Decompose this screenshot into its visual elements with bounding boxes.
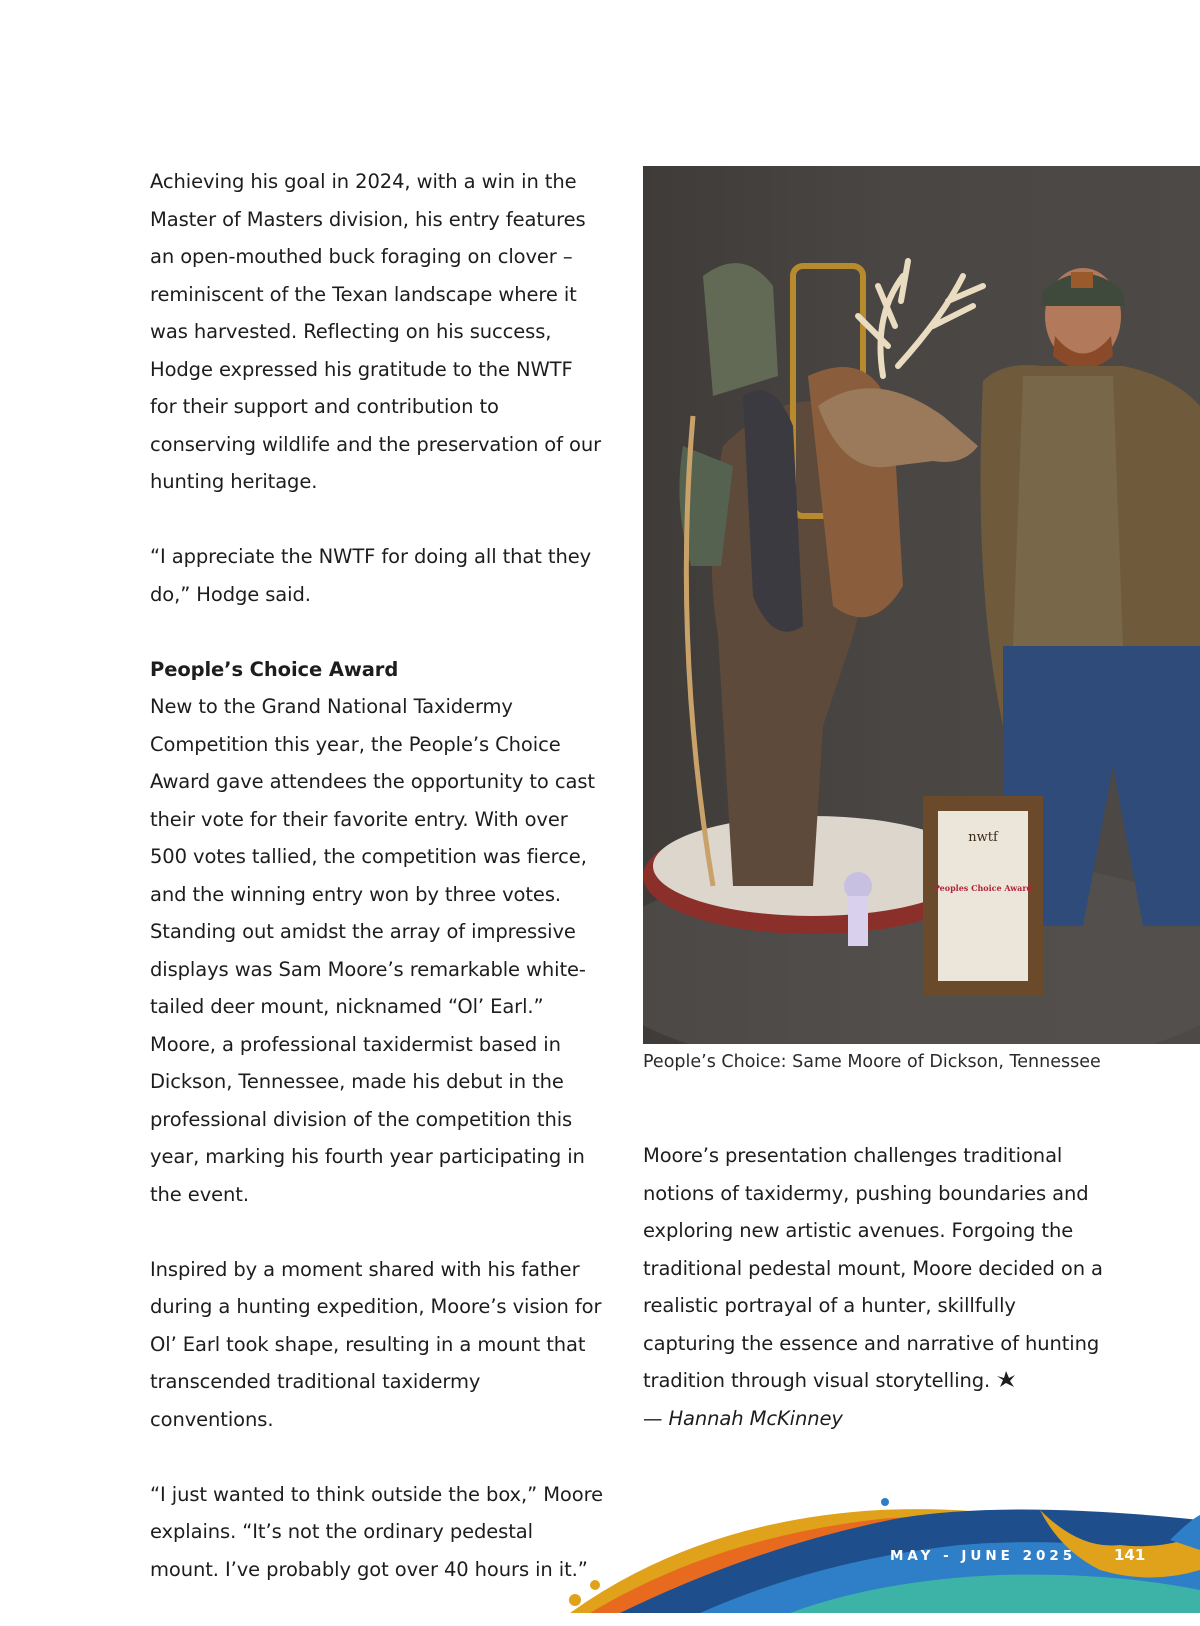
article-paragraph: New to the Grand National Taxidermy Competition this year, the People’s Choice Award gave attendees the opportunity to cast their vote for their favorite entry. With over 500 votes tallied, the competition was fierce, and the winning entry won by three votes. Standing out amidst the array of impressive displays was Sam Moore’s remarkable white-tailed deer mount, nicknamed “Ol’ Earl.” Moore, a professional taxidermist based in Dickson, Tennessee, made his debut in the professional division of the competition this year, marking his fourth year participating in the event. [150,695,595,1206]
closing-paragraph [643,1137,1103,1400]
sign-title: Peoples Choice Award [933,883,1033,893]
sign-logo: nwtf [968,830,998,845]
left-column [150,163,605,1626]
quote-paragraph: “I appreciate the NWTF for doing all that they do,” Hodge said. [150,545,592,606]
page-number: 141 [1114,1546,1146,1564]
article-paragraph: Moore’s presentation challenges traditional notions of taxidermy, pushing boundaries and exploring new artistic avenues. Forgoing the traditional pedestal mount, Moore decided on a realistic portrayal of a hunter, skillfully capturing the essence and narrative of hunting tradition through visual storytelling. [643,1144,1103,1392]
issue-date: MAY - JUNE 2025 [890,1548,1077,1564]
section-heading: People’s Choice Award [150,657,399,681]
photo-caption: People’s Choice: Same Moore of Dickson, Tennessee [643,1052,1101,1072]
article-paragraph: Achieving his goal in 2024, with a win in the Master of Masters division, his entry features an open-mouthed buck foraging on clover – reminiscent of the Texan landscape where it was harvested. Reflecting on his success, Hodge expressed his gratitude to the NWTF for their support and contribution to conserving wildlife and the preservation of our hunting heritage. [150,170,601,493]
quote-paragraph: “I just wanted to think outside the box,” Moore explains. “It’s not the ordinary pedestal mount. I’ve probably got over 40 hours in it.” [150,1482,603,1581]
byline: — Hannah McKinney [643,1406,843,1430]
article-photo [643,166,1200,1044]
right-column [643,1137,1103,1437]
nwtf-turkey-icon [996,1369,1016,1389]
article-paragraph: Inspired by a moment shared with his father during a hunting expedition, Moore’s vision for Ol’ Earl took shape, resulting in a mount that transcended traditional taxidermy conventions. [150,1257,602,1431]
